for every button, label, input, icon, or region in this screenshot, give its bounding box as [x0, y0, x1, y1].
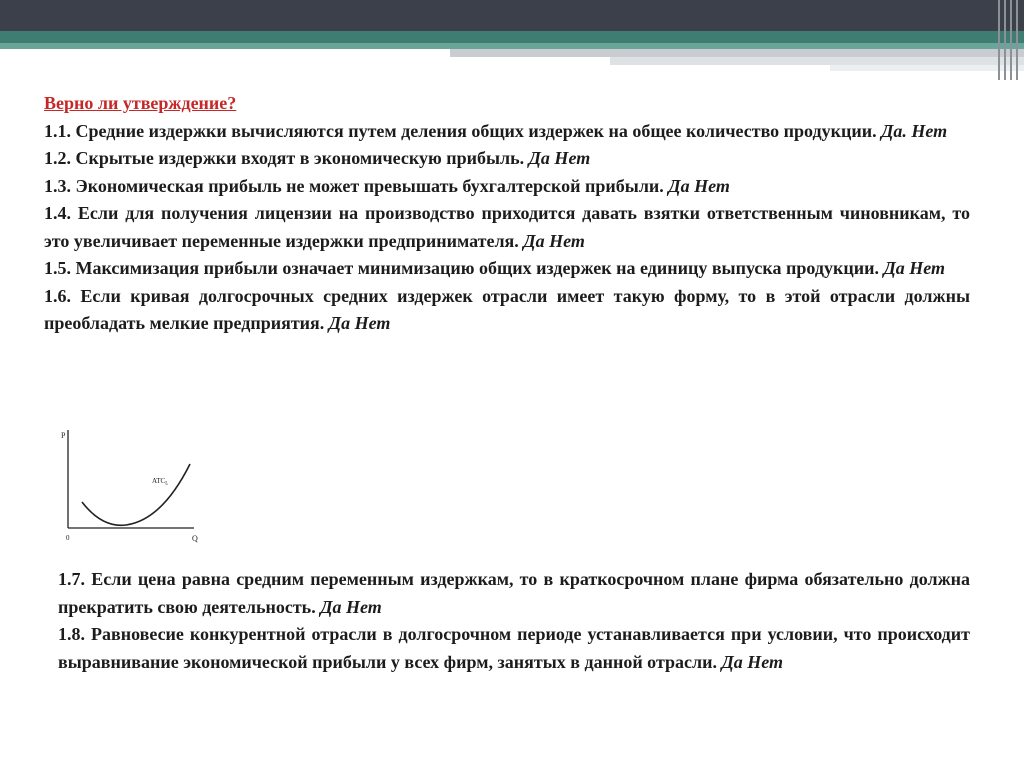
atc-curve-figure: [44, 420, 214, 548]
question-1-6: 1.6. Если кривая долгосрочных средних издержек отрасли имеет такую форму, то в этой отрасли должны преобладать мелкие предприятия. Да Нет: [44, 285, 971, 333]
header-grey-bar-2: [610, 57, 1024, 65]
atc-curve: [82, 464, 190, 525]
header-vertical-stripes: [994, 0, 1024, 80]
questions-block-top: [44, 90, 970, 338]
question-1-5: 1.5. Максимизация прибыли означает минимизацию общих издержек на единицу выпуска продукции. Да Нет: [44, 258, 946, 278]
answer-options: Да Нет: [668, 175, 730, 196]
question-1-3: 1.3. Экономическая прибыль не может превышать бухгалтерской прибыли. Да Нет: [44, 175, 730, 196]
question-1-7: 1.7. Если цена равна средним переменным издержкам, то в краткосрочном плане фирма обязательно должна прекратить свою деятельность. Да Нет: [58, 569, 970, 617]
header-dark-bar: [0, 0, 1024, 31]
atc-curve-graph: [44, 420, 214, 548]
slide-title: Верно ли утверждение?: [44, 93, 237, 113]
origin-label: 0: [66, 534, 70, 542]
answer-options: Да Нет: [328, 313, 391, 333]
x-axis-label: Q: [192, 534, 198, 543]
y-axis-label: P: [61, 431, 66, 440]
question-1-8: 1.8. Равновесие конкурентной отрасли в долгосрочном периоде устанавливается при условии, что происходит выравнивание экономической прибыли у всех фирм, занятых в данной отрасли. Да Нет: [58, 624, 970, 672]
curve-label: $ATC_L$: [152, 477, 169, 487]
questions-block-bottom: [58, 566, 970, 676]
question-1-2: 1.2. Скрытые издержки входят в экономическую прибыль. Да Нет: [44, 148, 591, 168]
answer-options: Да Нет: [721, 651, 784, 672]
question-1-1: 1.1. Средние издержки вычисляются путем деления общих издержек на общее количество продукции. Да. Нет: [44, 120, 948, 141]
answer-options: Да Нет: [883, 258, 946, 278]
answer-options: Да. Нет: [881, 120, 948, 141]
answer-options: Да Нет: [528, 148, 591, 168]
answer-options: Да Нет: [320, 596, 382, 617]
answer-options: Да Нет: [523, 230, 585, 251]
header-teal-bar: [0, 31, 1024, 43]
question-1-4: 1.4. Если для получения лицензии на производство приходится давать взятки ответственным чиновникам, то это увеличивает переменные издержки предпринимателя. Да Нет: [44, 203, 970, 251]
header-grey-bar-1: [450, 49, 1024, 57]
